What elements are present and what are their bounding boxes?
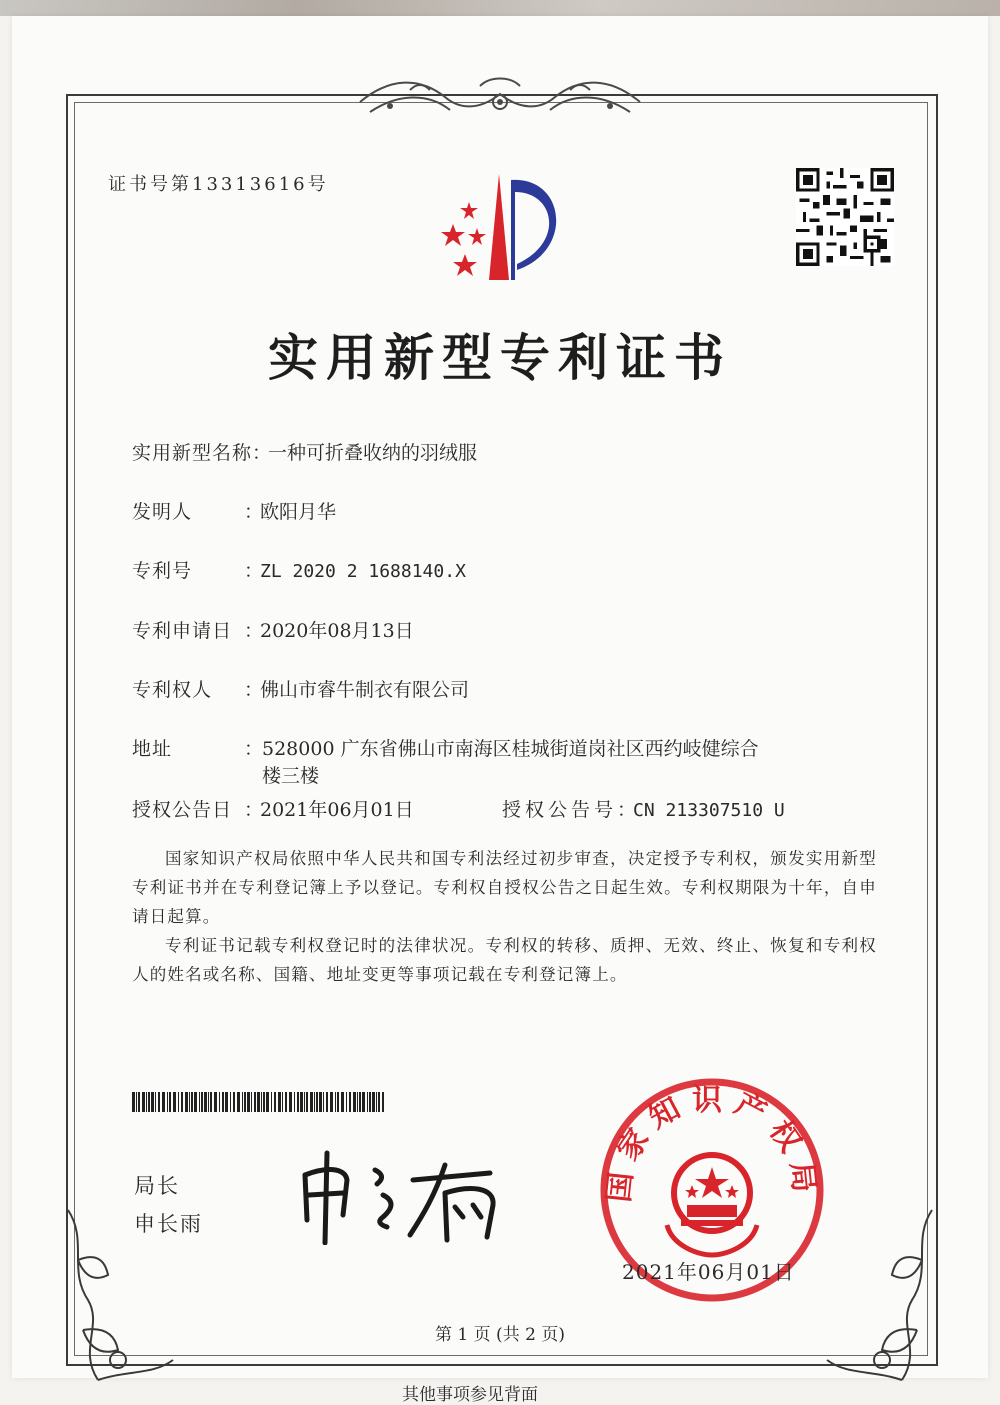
field-value: 欧阳月华: [260, 501, 337, 523]
top-ornament: [350, 72, 650, 128]
field-value: 一种可折叠收纳的羽绒服: [268, 442, 478, 464]
qr-code: [796, 168, 894, 266]
director-title: 局长: [134, 1174, 180, 1198]
field-value: 佛山市睿牛制衣有限公司: [260, 679, 470, 701]
barcode: [132, 1092, 384, 1112]
address-line-1: 528000 广东省佛山市南海区桂城街道岗社区西约岐健综合: [262, 738, 759, 760]
address-line-2: 楼三楼: [262, 765, 320, 787]
field-label: 授权公告日: [132, 799, 233, 821]
field-inventor: 发明人 ：欧阳月华: [132, 501, 337, 523]
notice-paragraph-1: 国家知识产权局依照中华人民共和国专利法经过初步审查，决定授予专利权，颁发实用新型专利证书并在专利登记簿上予以登记。专利权自授权公告之日起生效。专利权期限为十年，自申请日起算。: [132, 849, 877, 926]
field-label: 授权公告号: [502, 799, 618, 821]
field-value: CN 213307510 U: [633, 800, 785, 821]
field-label: 实用新型名称: [132, 442, 253, 464]
field-value: ZL 2020 2 1688140.X: [260, 561, 466, 582]
field-patent-number: 专利号 ：ZL 2020 2 1688140.X: [132, 558, 466, 585]
field-grant-number: 授权公告号：CN 213307510 U: [502, 797, 785, 824]
field-filing-date: 专利申请日 ：2020年08月13日: [132, 620, 414, 642]
field-label: 地址: [132, 738, 173, 760]
notice-paragraph-2: 专利证书记载专利权登记时的法律状况。专利权的转移、质押、无效、终止、恢复和专利权人的姓名或名称、国籍、地址变更等事项记载在专利登记簿上。: [132, 936, 877, 984]
director-signature: [295, 1145, 510, 1245]
field-grant-date: 授权公告日 ：2021年06月01日: [132, 799, 414, 821]
photo-top-edge: [0, 0, 1000, 16]
field-label: 专利号: [132, 560, 193, 582]
certificate-number: 证书号第13313616号: [108, 174, 329, 195]
back-note: 其他事项参见背面: [402, 1385, 538, 1405]
page-number: 第 1 页 (共 2 页): [435, 1325, 565, 1345]
field-label: 专利申请日: [132, 620, 233, 642]
document-title: 实用新型专利证书: [268, 328, 732, 387]
seal-date: 2021年06月01日: [622, 1260, 795, 1284]
field-label: 发明人: [132, 501, 193, 523]
field-value: 2021年06月01日: [260, 799, 414, 821]
field-value: 2020年08月13日: [260, 620, 414, 642]
field-address: 地址 ：: [132, 738, 264, 760]
corner-ornament-right: [822, 1200, 942, 1390]
field-label: 专利权人: [132, 679, 213, 701]
seal-text: 国家知识产权局: [601, 1082, 823, 1204]
cnipa-emblem-icon: [425, 172, 575, 284]
field-patentee: 专利权人 ：佛山市睿牛制衣有限公司: [132, 679, 470, 701]
director-name: 申长雨: [134, 1212, 203, 1236]
field-utility-model-name: 实用新型名称：一种可折叠收纳的羽绒服: [132, 442, 478, 464]
